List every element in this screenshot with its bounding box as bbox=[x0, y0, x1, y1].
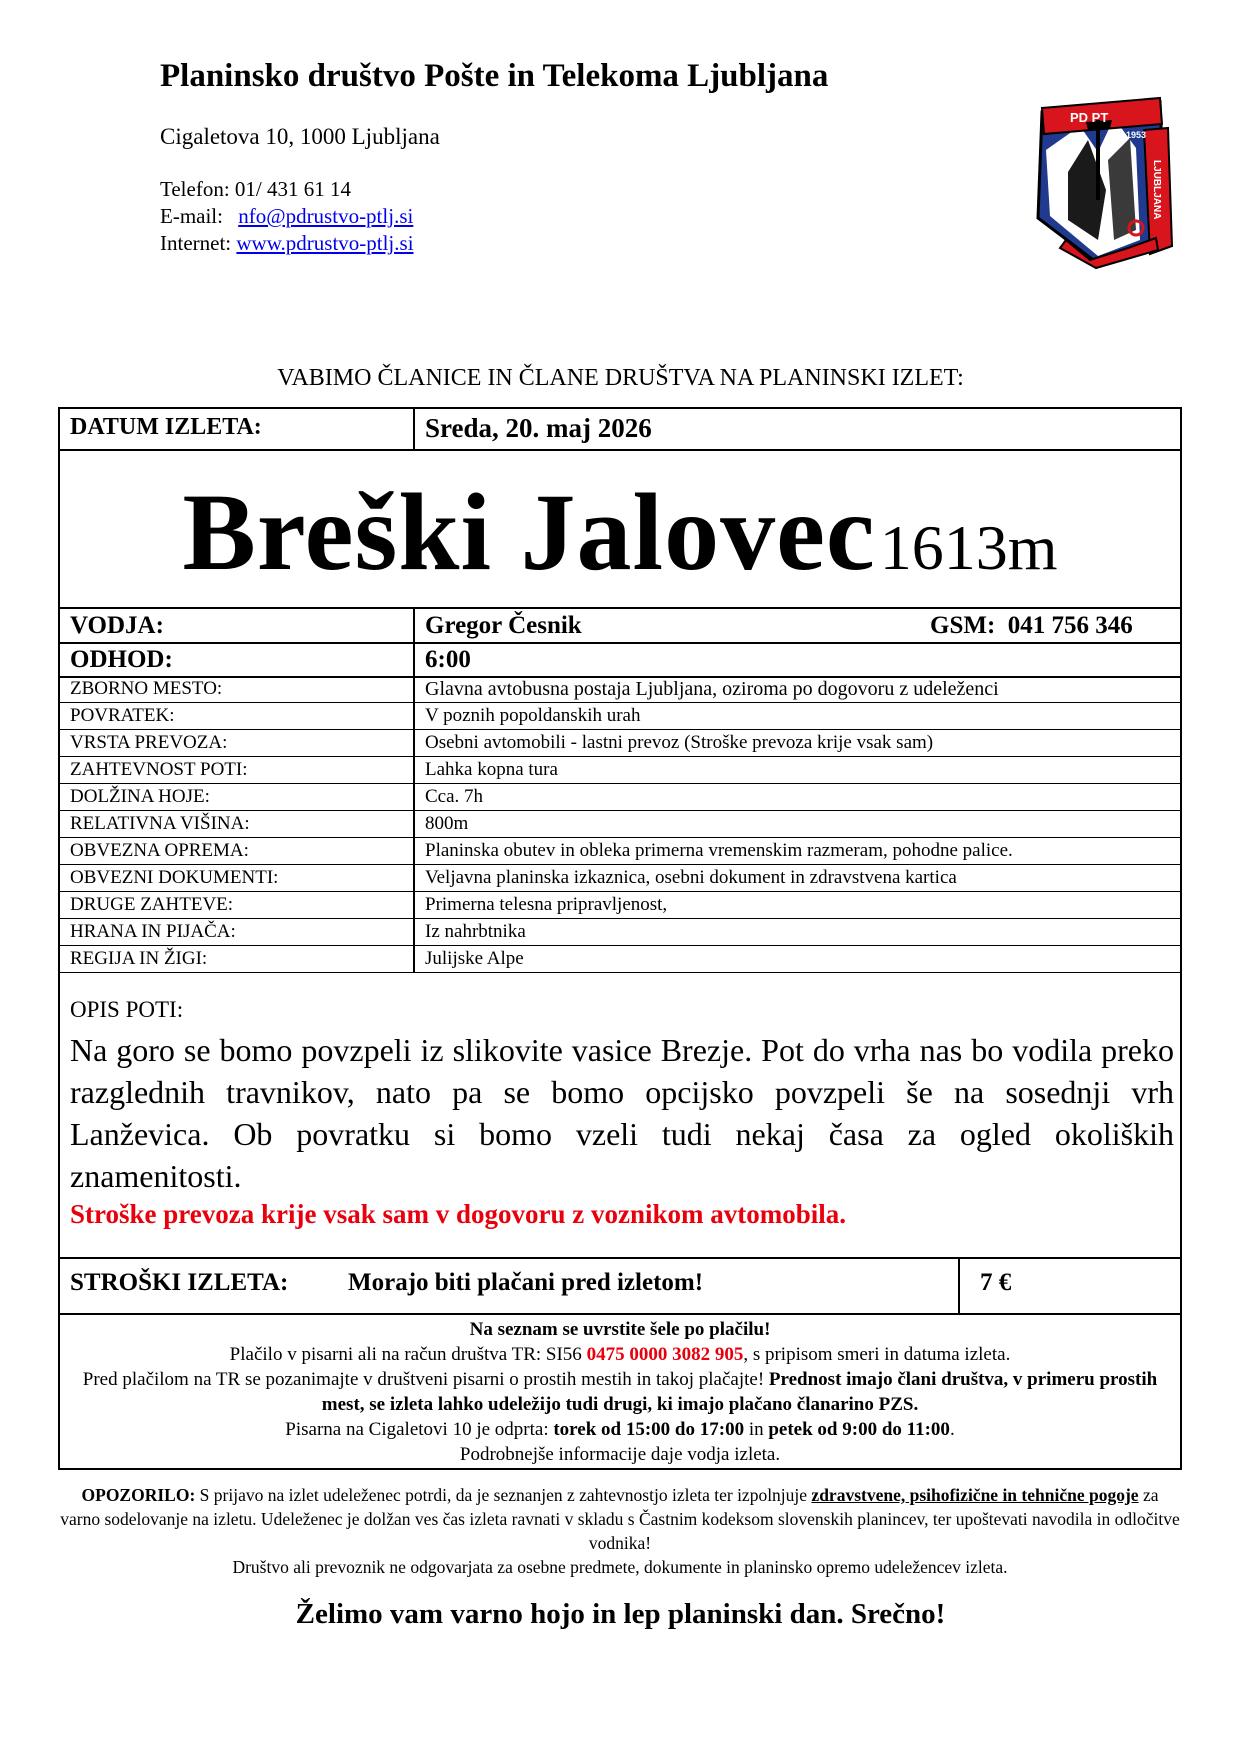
email-label: E-mail: bbox=[160, 204, 223, 228]
priority-note: Prednost imajo člani društva, v primeru prostih mest, se izleta lahko udeležijo tudi drugi, ki imajo plačano članarino PZS. bbox=[321, 1369, 1158, 1415]
route-description: Na goro se bomo povzpeli iz slikovite vasice Brezje. Pot do vrha nas bo vodila preko razglednih travnikov, nato pa se bomo opcijsko povzpeli še na sosednji vrh Lanževica. Ob povratku si bomo vzeli tudi nekaj časa za ogled okoliških znamenitosti. bbox=[70, 1032, 1174, 1194]
trip-title bbox=[60, 469, 1180, 596]
payment-info bbox=[60, 1317, 1180, 1467]
liability-disclaimer: Društvo ali prevoznik ne odgovarjata za osebne predmete, dokumente in planinsko opremo udeležencev izleta. bbox=[232, 1557, 1008, 1577]
leader-label: VODJA: bbox=[70, 612, 164, 639]
closing-message: Želimo vam varno hojo in lep planinski dan. Srečno! bbox=[295, 1598, 946, 1630]
notice-conditions: zdravstvene, psihofizične in tehnične pogoje bbox=[811, 1485, 1139, 1505]
detail-value: Veljavna planinska izkaznica, osebni dokument in zdravstvena kartica bbox=[425, 867, 957, 888]
office-hours-text: . bbox=[949, 1419, 955, 1440]
departure-label: ODHOD: bbox=[70, 646, 173, 673]
detail-label: RELATIVNA VIŠINA: bbox=[70, 813, 250, 834]
payment-line-5: Podrobnejše informacije daje vodja izleta. bbox=[459, 1444, 781, 1465]
trip-details-table bbox=[58, 407, 1182, 1470]
payment-line-4 bbox=[60, 1417, 1180, 1442]
detail-label: DOLŽINA HOJE: bbox=[70, 786, 210, 807]
office-hours-friday: petek od 9:00 do 11:00 bbox=[768, 1419, 950, 1440]
office-hours-text: in bbox=[744, 1419, 769, 1440]
detail-label: REGIJA IN ŽIGI: bbox=[70, 948, 208, 969]
detail-label: OBVEZNA OPREMA: bbox=[70, 840, 249, 861]
trip-date: Sreda, 20. maj 2026 bbox=[425, 413, 652, 443]
detail-value: Glavna avtobusna postaja Ljubljana, oziroma po dogovoru z udeleženci bbox=[425, 678, 999, 700]
departure-time: 6:00 bbox=[425, 646, 471, 673]
web-label: Internet: bbox=[160, 231, 232, 255]
detail-value: Lahka kopna tura bbox=[425, 759, 558, 780]
cost-label: STROŠKI IZLETA: bbox=[70, 1269, 289, 1296]
description-label: OPIS POTI: bbox=[70, 997, 184, 1022]
transport-cost-warning: Stroške prevoza krije vsak sam v dogovoru z voznikom avtomobila. bbox=[70, 1199, 846, 1229]
organization-address: Cigaletova 10, 1000 Ljubljana bbox=[160, 124, 440, 149]
payment-line-3 bbox=[60, 1367, 1180, 1417]
detail-value: V poznih popoldanskih urah bbox=[425, 705, 641, 726]
email-line bbox=[160, 203, 414, 230]
office-hours-text: Pisarna na Cigaletovi 10 je odprta: bbox=[285, 1419, 554, 1440]
detail-label: POVRATEK: bbox=[70, 705, 175, 726]
notice-text: za varno sodelovanje na izletu. Udeleženec je dolžan ves čas izleta ravnati v skladu s Častnim kodeksom slovenskih planincev, ter upoštevati navodila in odločitve vodnika! bbox=[60, 1485, 1180, 1553]
detail-label: OBVEZNI DOKUMENTI: bbox=[70, 867, 279, 888]
detail-label: ZBORNO MESTO: bbox=[70, 678, 223, 699]
detail-value: Cca. 7h bbox=[425, 786, 484, 807]
logo-top-text: PD PT bbox=[1070, 110, 1109, 125]
phone-label: Telefon: bbox=[160, 177, 230, 201]
payment-text: Pred plačilom na TR se pozanimajte v društveni pisarni o prostih mestih in takoj plačajte! bbox=[82, 1369, 769, 1390]
notice-text: S prijavo na izlet udeleženec potrdi, da je seznanjen z zahtevnostjo izleta ter izpolnjuje bbox=[195, 1485, 812, 1505]
detail-value: Planinska obutev in obleka primerna vremenskim razmeram, pohodne palice. bbox=[425, 840, 1013, 861]
payment-text: Plačilo v pisarni ali na račun društva TR: SI56 bbox=[229, 1344, 587, 1365]
detail-value: Julijske Alpe bbox=[425, 948, 524, 969]
peak-name: Breški Jalovec bbox=[182, 471, 876, 593]
detail-value: Primerna telesna pripravljenost, bbox=[425, 894, 668, 915]
payment-line-1: Na seznam se uvrstite šele po plačilu! bbox=[469, 1319, 771, 1340]
office-hours-tuesday: torek od 15:00 do 17:00 bbox=[553, 1419, 745, 1440]
notice-label: OPOZORILO: bbox=[81, 1485, 196, 1505]
logo-year: 1953 bbox=[1126, 130, 1147, 140]
detail-value: Osebni avtomobili - lastni prevoz (Stroške prevoza krije vsak sam) bbox=[425, 732, 934, 753]
phone-line bbox=[160, 176, 414, 203]
web-line bbox=[160, 230, 414, 257]
detail-label: ZAHTEVNOST POTI: bbox=[70, 759, 248, 780]
iban: 0475 0000 3082 905 bbox=[586, 1344, 744, 1365]
leader-name: Gregor Česnik bbox=[425, 612, 582, 639]
date-label: DATUM IZLETA: bbox=[70, 414, 262, 440]
contact-block bbox=[160, 176, 414, 257]
cost-note: Morajo biti plačani pred izletom! bbox=[348, 1269, 704, 1296]
phone-number: 01/ 431 61 14 bbox=[234, 177, 352, 201]
notice-paragraph bbox=[60, 1483, 1180, 1555]
website-link[interactable]: www.pdrustvo-ptlj.si bbox=[236, 231, 414, 255]
organization-name: Planinsko društvo Pošte in Telekoma Ljubljana bbox=[160, 58, 829, 94]
warning-notice bbox=[60, 1483, 1180, 1579]
gsm-label: GSM: bbox=[930, 612, 996, 639]
gsm-number: 041 756 346 bbox=[1007, 612, 1133, 639]
detail-label: VRSTA PREVOZA: bbox=[70, 732, 228, 753]
email-link[interactable]: nfo@pdrustvo-ptlj.si bbox=[238, 204, 414, 228]
logo-side-text: LJUBLJANA bbox=[1151, 160, 1162, 220]
cost-amount: 7 € bbox=[980, 1269, 1012, 1296]
club-logo bbox=[1028, 90, 1178, 270]
detail-value: 800m bbox=[425, 813, 469, 834]
detail-label: DRUGE ZAHTEVE: bbox=[70, 894, 234, 915]
invitation-heading: VABIMO ČLANICE IN ČLANE DRUŠTVA NA PLANINSKI IZLET: bbox=[277, 365, 964, 391]
detail-value: Iz nahrbtnika bbox=[425, 921, 526, 942]
detail-label: HRANA IN PIJAČA: bbox=[70, 921, 236, 942]
payment-text: , s pripisom smeri in datuma izleta. bbox=[743, 1344, 1011, 1365]
peak-elevation: 1613m bbox=[879, 512, 1058, 583]
payment-line-2 bbox=[60, 1342, 1180, 1367]
leader-phone bbox=[930, 612, 1133, 640]
